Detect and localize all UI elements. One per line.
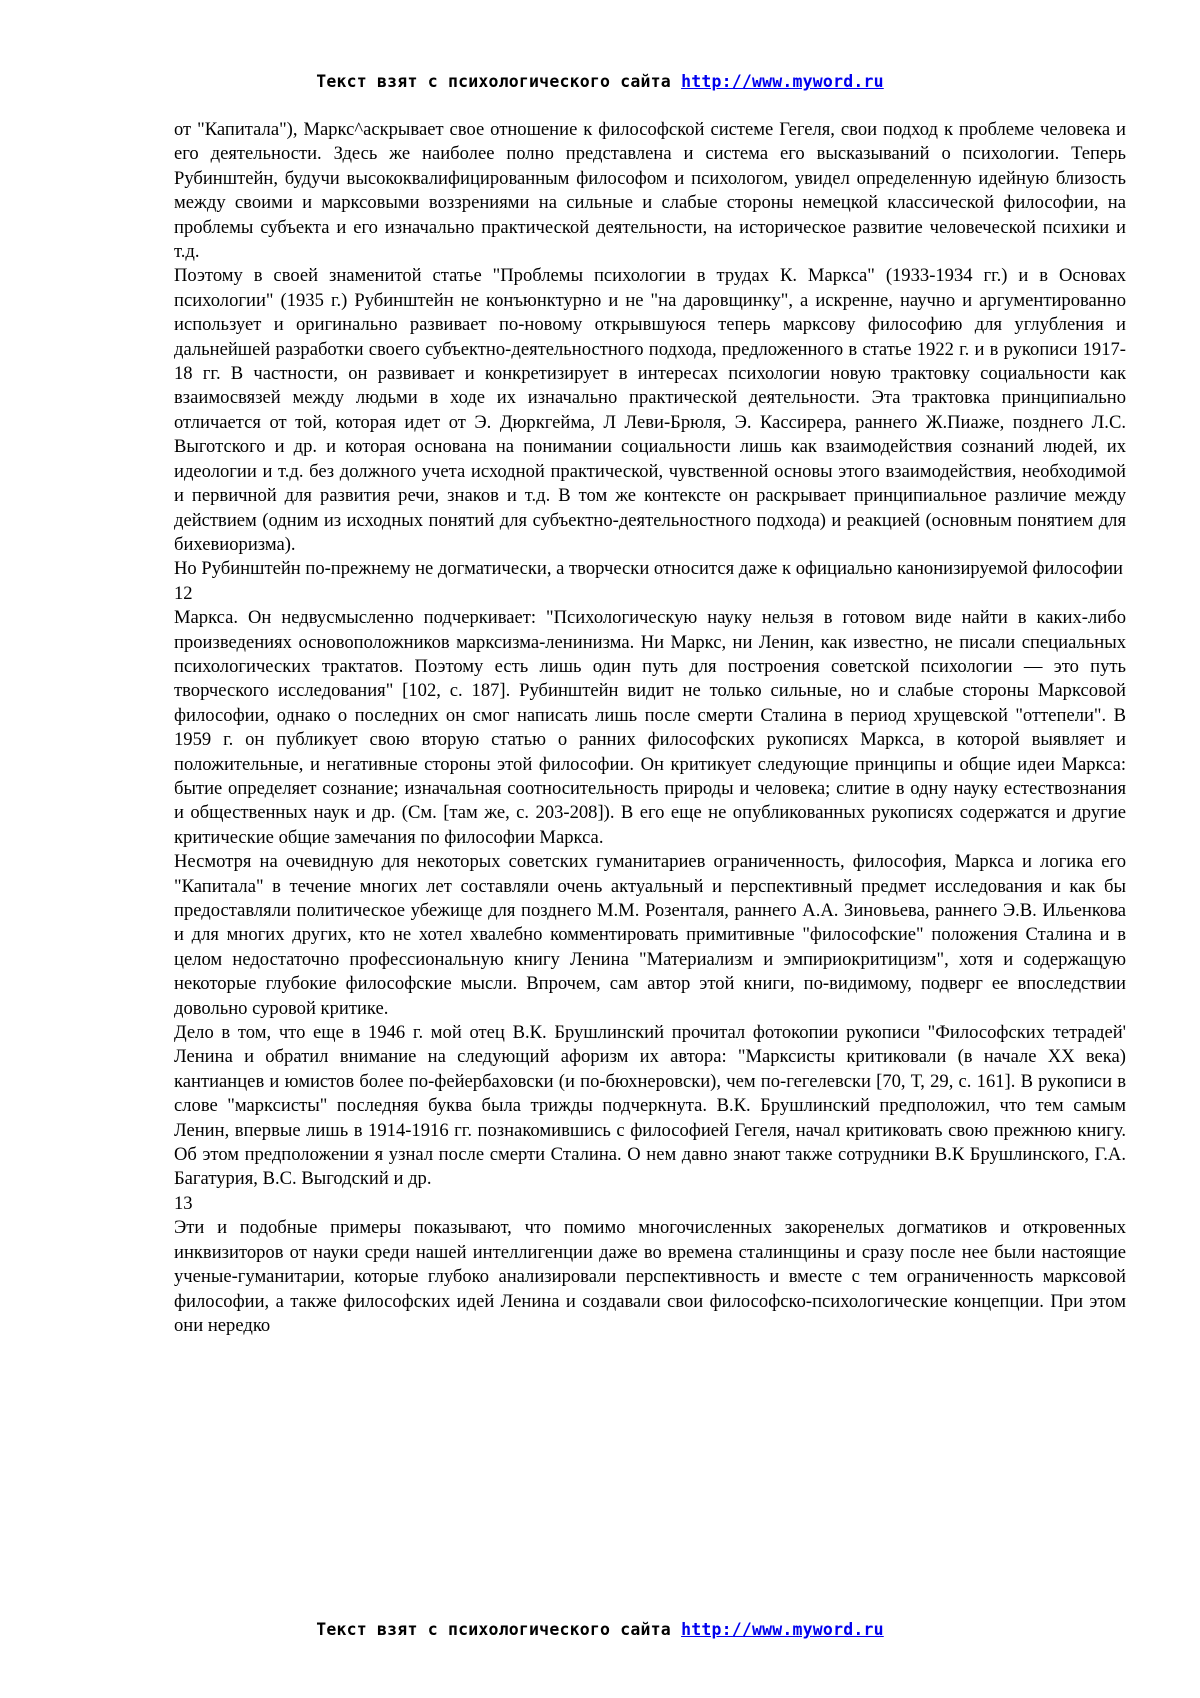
page-number: 12 <box>174 582 193 604</box>
paragraph: Поэтому в своей знаменитой статье "Проблемы психологии в трудах К. Маркса" (1933-1934 гг.) и в Основах психологии" (1935 г.) Рубинштейн не конъюнктурно и не "на даровщинку", а искренне, научно и аргументированно использует и оригинально развивает по-новому открывшуюся теперь марксову философию для углубления и дальнейшей разработки своего субъектно-деятельностного подхода, предложенного в статье 1922 г. и в рукописи 1917-18 гг. В частности, он развивает и конкретизирует в интересах психологии новую трактовку социальности как взаимосвязей между людьми в ходе их изначально практической деятельности. Эта трактовка принципиально отличается от той, которая идет от Э. Дюркгейма, Л Леви-Брюля, Э. Кассирера, раннего Ж.Пиаже, позднего Л.С. Выготского и др. и которая основана на понимании социальности лишь как взаимодействия сознаний людей, их идеологии и т.д. без должного учета исходной практической, чувственной основы этого взаимодействия, необходимой и первичной для развития речи, знаков и т.д. В том же контексте он раскрывает принципиальное различие между действием (одним из исходных понятий для субъектно-деятельностного подхода) и реакцией (основным понятием для бихевиоризма). <box>174 265 1126 555</box>
paragraph: Эти и подобные примеры показывают, что помимо многочисленных закоренелых догматиков и откровенных инквизиторов от науки среди нашей интеллигенции даже во времена сталинщины и сразу после нее были настоящие ученые-гуманитарии, которые глубоко анализировали перспективность и вместе с тем ограниченность марксовой философии, а также философских идей Ленина и создавали свои философско-психологические концепции. При этом они нередко <box>174 1217 1126 1336</box>
page-number: 13 <box>174 1192 193 1214</box>
footer-site-link[interactable]: http://www.myword.ru <box>681 1620 884 1639</box>
document-body <box>174 118 1126 1338</box>
footer-text: Текст взят с психологического сайта <box>316 1620 682 1639</box>
header-text: Текст взят с психологического сайта <box>316 72 682 91</box>
page-header <box>0 72 1200 91</box>
paragraph: Несмотря на очевидную для некоторых советских гуманитариев ограниченность, философия, Маркса и логика его "Капитала" в течение многих лет составляли очень актуальный и перспективный предмет исследования и как бы предоставляли политическое убежище для позднего М.М. Розенталя, раннего А.А. Зиновьева, раннего Э.В. Ильенкова и для многих других, кто не хотел хвалебно комментировать примитивные "философские" положения Сталина и в целом недостаточно профессиональную книгу Ленина "Материализм и эмпириокритицизм", хотя и содержащую некоторые глубокие философские мысли. Впрочем, сам автор этой книги, по-видимому, подверг ее впоследствии довольно суровой критике. <box>174 851 1126 1019</box>
page-footer <box>0 1620 1200 1639</box>
paragraph: от "Капитала"), Маркс^аскрывает свое отношение к философской системе Гегеля, свои подход к проблеме человека и его деятельности. Здесь же наиболее полно представлена и система его высказываний о психологии. Теперь Рубинштейн, будучи высококвалифицированным философом и психологом, увидел определенную идейную близость между своими и марксовыми воззрениями на сильные и слабые стороны немецкой классической философии, на проблемы субъекта и его изначально практической деятельности, на историческое развитие человеческой психики и т.д. <box>174 119 1126 263</box>
paragraph: Но Рубинштейн по-прежнему не догматически, а творчески относится даже к официально канонизируемой философии <box>174 558 1123 580</box>
paragraph: Маркса. Он недвусмысленно подчеркивает: "Психологическую науку нельзя в готовом виде найти в каких-либо произведениях основоположников марксизма-ленинизма. Ни Маркс, ни Ленин, как известно, не писали специальных психологических трактатов. Поэтому есть лишь один путь для построения советской психологии — это путь творческого исследования" [102, с. 187]. Рубинштейн видит не только сильные, но и слабые стороны Марксовой философии, однако о последних он смог написать лишь после смерти Сталина в период хрущевской "оттепели". В 1959 г. он публикует свою вторую статью о ранних философских рукописях Маркса, в которой выявляет и положительные, и негативные стороны этой философии. Он критикует следующие принципы и общие идеи Маркса: бытие определяет сознание; изначальная соотносительность природы и человека; слитие в одну науку естествознания и общественных наук и др. (См. [там же, с. 203-208]). В его еще не опубликованных рукописях содержатся и другие критические общие замечания по философии Маркса. <box>174 607 1126 848</box>
paragraph: Дело в том, что еще в 1946 г. мой отец В.К. Брушлинский прочитал фотокопии рукописи "Философских тетрадей' Ленина и обратил внимание на следующий афоризм их автора: "Марксисты критиковали (в начале XX века) кантианцев и юмистов более по-фейербаховски (и по-бюхнеровски), чем по-гегелевски [70, Т, 29, с. 161]. В рукописи в слове "марксисты" последняя буква была трижды подчеркнута. В.К. Брушлинский предположил, что тем самым Ленин, впервые лишь в 1914-1916 гг. познакомившись с философией Гегеля, начал критиковать свою прежнюю книгу. Об этом предположении я узнал после смерти Сталина. О нем давно знают также сотрудники В.К Брушлинского, Г.А. Багатурия, В.С. Выгодский и др. <box>174 1022 1126 1190</box>
header-site-link[interactable]: http://www.myword.ru <box>681 72 884 91</box>
